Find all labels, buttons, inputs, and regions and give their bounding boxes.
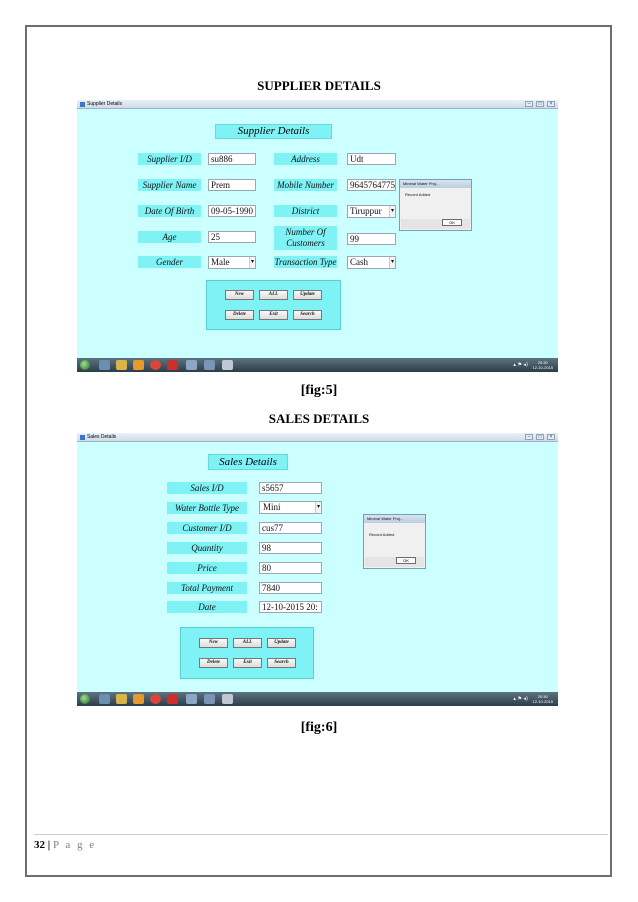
delete-button[interactable]: Delete [199,658,228,668]
dialog-footer [365,557,424,567]
explorer-icon[interactable] [99,694,110,704]
supplier-id-field[interactable]: su886 [208,153,256,165]
update-button[interactable]: Update [267,638,296,648]
clock-time: 20:30 [537,360,548,365]
quantity-label: Quantity [167,542,247,554]
clock[interactable] [533,694,553,704]
page-footer [34,834,608,851]
maximize-icon[interactable]: □ [536,101,544,107]
mobile-number-field[interactable] [347,179,396,191]
number-of-customers-field[interactable]: 99 [347,233,396,245]
mobile-number-value: 9645764775 [350,180,395,190]
app-icon[interactable] [167,360,178,370]
program-icon[interactable] [204,360,215,370]
sales-details-screenshot [77,433,558,706]
paint-icon[interactable] [222,694,233,704]
section-heading: SALES DETAILS [268,411,370,426]
exit-button[interactable]: Exit [259,310,288,320]
taskbar [77,692,558,706]
minimize-icon[interactable]: – [525,434,533,440]
age-label: Age [138,231,201,243]
date-field[interactable]: 12-10-2015 20: [259,601,322,613]
transaction-type-value: Cash [350,257,368,267]
supplier-details-screenshot [77,100,558,372]
water-bottle-type-select[interactable] [259,501,322,514]
app-icon [80,435,85,440]
system-tray-icons[interactable]: ▴ ⚑ ◂) [513,362,528,368]
chrome-icon[interactable] [150,360,161,370]
age-field[interactable]: 25 [208,231,256,243]
clock-time: 20:30 [537,694,548,699]
quantity-field[interactable]: 98 [259,542,322,554]
sales-id-field[interactable]: s5657 [259,482,322,494]
address-label: Address [274,153,337,165]
total-payment-field[interactable]: 7840 [259,582,322,594]
close-icon[interactable]: × [547,101,555,107]
media-player-icon[interactable] [133,360,144,370]
close-icon[interactable]: × [547,434,555,440]
clock-date: 12-10-2015 [532,699,553,704]
taskbar [77,358,558,372]
window-title: Sales Details [87,434,117,440]
dialog-title: Mineral Water Proj... [364,515,425,523]
supplier-name-label: Supplier Name [138,179,201,191]
window-titlebar [77,100,558,109]
price-label: Price [167,562,247,574]
window-title: Supplier Details [87,101,123,107]
new-button[interactable]: New [225,290,254,300]
new-button[interactable]: New [199,638,228,648]
date-of-birth-field[interactable] [208,205,256,217]
price-field[interactable]: 80 [259,562,322,574]
water-bottle-type-value: Mini [263,502,281,512]
paint-icon[interactable] [222,360,233,370]
chrome-icon[interactable] [150,694,161,704]
figure-caption: [fig:6] [300,720,338,735]
gender-label: Gender [138,256,201,268]
dialog-message: Record Added [405,192,431,197]
dialog-footer [401,219,470,229]
transaction-type-select[interactable] [347,256,396,269]
chevron-down-icon[interactable]: ▾ [389,257,395,268]
minimize-icon[interactable]: – [525,101,533,107]
dialog-message: Record Added [369,532,395,537]
figure-caption: [fig:5] [300,383,338,398]
system-tray-icons[interactable]: ▴ ⚑ ◂) [513,696,528,702]
exit-button[interactable]: Exit [233,658,262,668]
water-bottle-type-label: Water Bottle Type [167,502,247,514]
update-button[interactable]: Update [293,290,322,300]
page-word: P a g e [52,839,97,851]
folder-icon[interactable] [116,694,127,704]
clock[interactable] [533,360,553,370]
date-of-birth-value: 09-05-1990 [211,206,253,216]
chevron-down-icon[interactable]: ▾ [315,502,321,513]
form-title: Supplier Details [215,124,332,139]
record-added-dialog [399,179,472,231]
ok-button[interactable]: OK [442,219,462,226]
section-heading: SUPPLIER DETAILS [257,78,381,93]
dialog-title: Mineral Water Proj... [400,180,471,188]
date-label: Date [167,601,247,613]
window-titlebar [77,433,558,442]
explorer-icon[interactable] [99,360,110,370]
folder-icon[interactable] [116,360,127,370]
search-button[interactable]: Search [267,658,296,668]
all-button[interactable]: ALL [233,638,262,648]
clock-date: 12-10-2015 [532,365,553,370]
maximize-icon[interactable]: □ [536,434,544,440]
gender-select[interactable] [208,256,256,269]
gender-value: Male [211,257,230,267]
start-button-icon[interactable] [80,360,90,370]
media-player-icon[interactable] [133,694,144,704]
start-button-icon[interactable] [80,694,90,704]
supplier-name-field[interactable]: Prem [208,179,256,191]
page-number: 32 [34,839,45,851]
app-icon[interactable] [167,694,178,704]
chevron-down-icon[interactable]: ▾ [389,206,395,217]
chevron-down-icon[interactable]: ▾ [249,257,255,268]
address-field[interactable]: Udt [347,153,396,165]
mobile-number-label: Mobile Number [274,179,337,191]
total-payment-label: Total Payment [167,582,247,594]
date-of-birth-label: Date Of Birth [138,205,201,217]
all-button[interactable]: ALL [259,290,288,300]
customer-id-field[interactable]: cus77 [259,522,322,534]
delete-button[interactable]: Delete [225,310,254,320]
customer-id-label: Customer I/D [167,522,247,534]
transaction-type-label: Transaction Type [274,257,337,267]
district-value: Tiruppur [350,206,382,216]
form-title: Sales Details [208,454,288,470]
program-icon[interactable] [204,694,215,704]
ok-button[interactable]: OK [396,557,416,564]
sales-id-label: Sales I/D [167,482,247,494]
number-of-customers-label: Number Of Customers [274,226,337,250]
record-added-dialog [363,514,426,569]
button-panel [180,627,314,679]
district-label: District [274,205,337,217]
district-select[interactable] [347,205,396,218]
search-button[interactable]: Search [293,310,322,320]
window-icon[interactable] [186,360,197,370]
button-panel [206,280,341,330]
app-icon [80,102,85,107]
footer-separator: | [47,839,51,851]
window-icon[interactable] [186,694,197,704]
supplier-id-label: Supplier I/D [138,153,201,165]
